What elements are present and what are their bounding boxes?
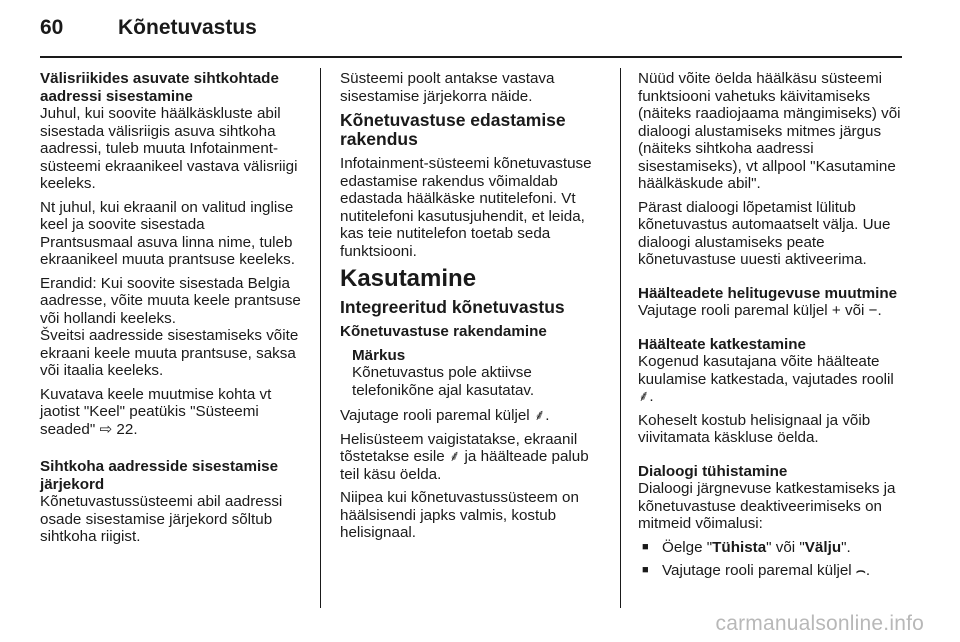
paragraph: Koheselt kostub helisignaal ja võib viivitamata käskluse öelda. xyxy=(638,411,871,446)
heading-integrated: Integreeritud kõnetuvastus xyxy=(340,297,565,317)
page-header xyxy=(40,16,257,40)
paragraph-press-voice: Vajutage rooli paremal küljel ⸙. xyxy=(340,407,550,424)
paragraph-text: Helisüsteem vaigistatakse, ekraanil tõstetakse esile xyxy=(340,430,578,465)
paragraph: Pärast dialoogi lõpetamist lülitub kõnetuvastus automaatselt välja. Uue dialoogi alustamiseks peate kõnetuvastuse uuesti aktiveerima. xyxy=(638,198,891,268)
voice-icon: ⸙ xyxy=(638,388,650,405)
paragraph-language-ref xyxy=(40,386,312,439)
text: ". xyxy=(841,538,851,556)
paragraph: Dialoogi järgnevuse katkestamiseks ja kõnetuvastuse deaktiveerimiseks on mitmeid võimalusi: xyxy=(638,480,896,532)
heading-interrupt: Häälteate katkestamine xyxy=(638,335,806,353)
note-title: Märkus xyxy=(352,346,406,364)
column-1 xyxy=(40,70,312,552)
heading-activate: Kõnetuvastuse rakendamine xyxy=(340,323,547,340)
paragraph-text: või xyxy=(845,302,865,319)
list-item xyxy=(638,539,904,557)
paragraph: Erandid: Kui soovite sisestada Belgia aadresse, võite muuta keele prantsuse või hollandi keeleks. xyxy=(40,274,301,327)
list-item-text xyxy=(662,539,851,557)
minus-icon: − xyxy=(868,302,878,319)
column-3 xyxy=(638,70,904,586)
heading-usage: Kasutamine xyxy=(340,265,477,292)
bullet-square-icon: ■ xyxy=(642,564,649,576)
column-divider xyxy=(320,68,321,608)
list-item-text: Vajutage rooli paremal küljel ⌢. xyxy=(662,562,871,579)
paragraph: Nt juhul, kui ekraanil on valitud inglise keel ja soovite sisestada xyxy=(40,198,294,233)
command-word: Tühista xyxy=(712,538,767,556)
paragraph: Šveitsi aadresside sisestamiseks võite ekraani keele muuta prantsuse, saksa või itaalia keeleks. xyxy=(40,327,299,379)
text: " või " xyxy=(766,538,805,556)
voice-icon: ⸙ xyxy=(448,448,461,465)
paragraph-interrupt: Kogenud kasutajana võite häälteate kuulamise katkestada, vajutades roolil ⸙. xyxy=(638,353,894,405)
heading-passthrough: Kõnetuvastuse edastamise rakendus xyxy=(340,110,566,149)
paragraph: Prantsusmaal asuva linna nime, tuleb ekraanikeel muuta prantsuse keeleks. xyxy=(40,233,295,268)
paragraph-highlight xyxy=(340,431,606,484)
text: Öelge " xyxy=(662,538,713,556)
column-divider xyxy=(620,68,621,608)
text: Vajutage rooli paremal küljel xyxy=(662,562,852,579)
page-ref[interactable]: 22. xyxy=(116,420,138,438)
paragraph-text: Vajutage rooli paremal küljel xyxy=(340,407,530,424)
note-box xyxy=(340,347,606,400)
paragraph-text: Kogenud kasutajana võite häälteate kuulamise katkestada, vajutades roolil xyxy=(638,353,894,388)
column-2 xyxy=(340,70,606,548)
paragraph: Kõnetuvastussüsteemi abil aadressi osade sisestamise järjekord sõltub sihtkoha riigist. xyxy=(40,493,283,545)
paragraph: Süsteemi poolt antakse vastava sisestamise järjekorra näide. xyxy=(340,70,555,105)
hang-up-icon: ⌢ xyxy=(855,562,866,579)
paragraph-text: ja häälteade palub teil käsu öelda. xyxy=(340,448,589,483)
voice-icon: ⸙ xyxy=(533,407,546,424)
paragraph-text: Kuvatava keele muutmise kohta vt jaotist "Keel" peatükis "Süsteemi seaded" xyxy=(40,385,272,438)
heading-cancel: Dialoogi tühistamine xyxy=(638,462,788,480)
page-title: Kõnetuvastus xyxy=(118,16,257,39)
note-text: Kõnetuvastus pole aktiivse telefonikõne ajal kasutatav. xyxy=(352,364,535,399)
paragraph-text: Vajutage rooli paremal küljel xyxy=(638,302,828,319)
paragraph: Juhul, kui soovite häälkäskluste abil sisestada välisriigis asuva sihtkoha aadressi, tuleb muuta Infotainment-süsteemi ekraanikeel vastava välisriigi keeleks. xyxy=(40,105,298,192)
heading-entry-order: Sihtkoha aadresside sisestamise järjekord xyxy=(40,458,279,493)
page-number: 60 xyxy=(40,16,64,39)
paragraph: Niipea kui kõnetuvastussüsteem on häälsisendi japks valmis, kostub helisignaal. xyxy=(340,489,579,541)
plus-icon: + xyxy=(831,302,841,319)
command-word: Välju xyxy=(804,538,842,556)
bullet-square-icon: ■ xyxy=(642,540,649,553)
watermark: carmanualsonline.info xyxy=(715,612,924,635)
heading-foreign-destinations: Välisriikides asuvate sihtkohtade aadressi sisestamine xyxy=(40,70,279,105)
heading-volume: Häälteadete helitugevuse muutmine xyxy=(638,284,898,302)
paragraph: Infotainment-süsteemi kõnetuvastuse edastamise rakendus võimaldab edastada häälkäske nutitelefoni. Vt nutitelefoni kasutusjuhendit, et leida, kas teie nutitelefon toetab seda funktsiooni. xyxy=(340,155,592,260)
list-item xyxy=(638,562,904,580)
page-ref-arrow-icon: ⇨ xyxy=(99,420,113,438)
paragraph-volume: Vajutage rooli paremal küljel + või −. xyxy=(638,302,882,319)
header-rule xyxy=(40,56,902,58)
paragraph: Nüüd võite öelda häälkäsu süsteemi funktsiooni vahetuks käivitamiseks (näiteks raadiojaama mängimiseks) või dialoogi alustamiseks mitmes järgus (näiteks sihtkoha aadressi sisestamiseks), vt allpool "Kasutamine häälkäskude abil". xyxy=(638,70,901,192)
